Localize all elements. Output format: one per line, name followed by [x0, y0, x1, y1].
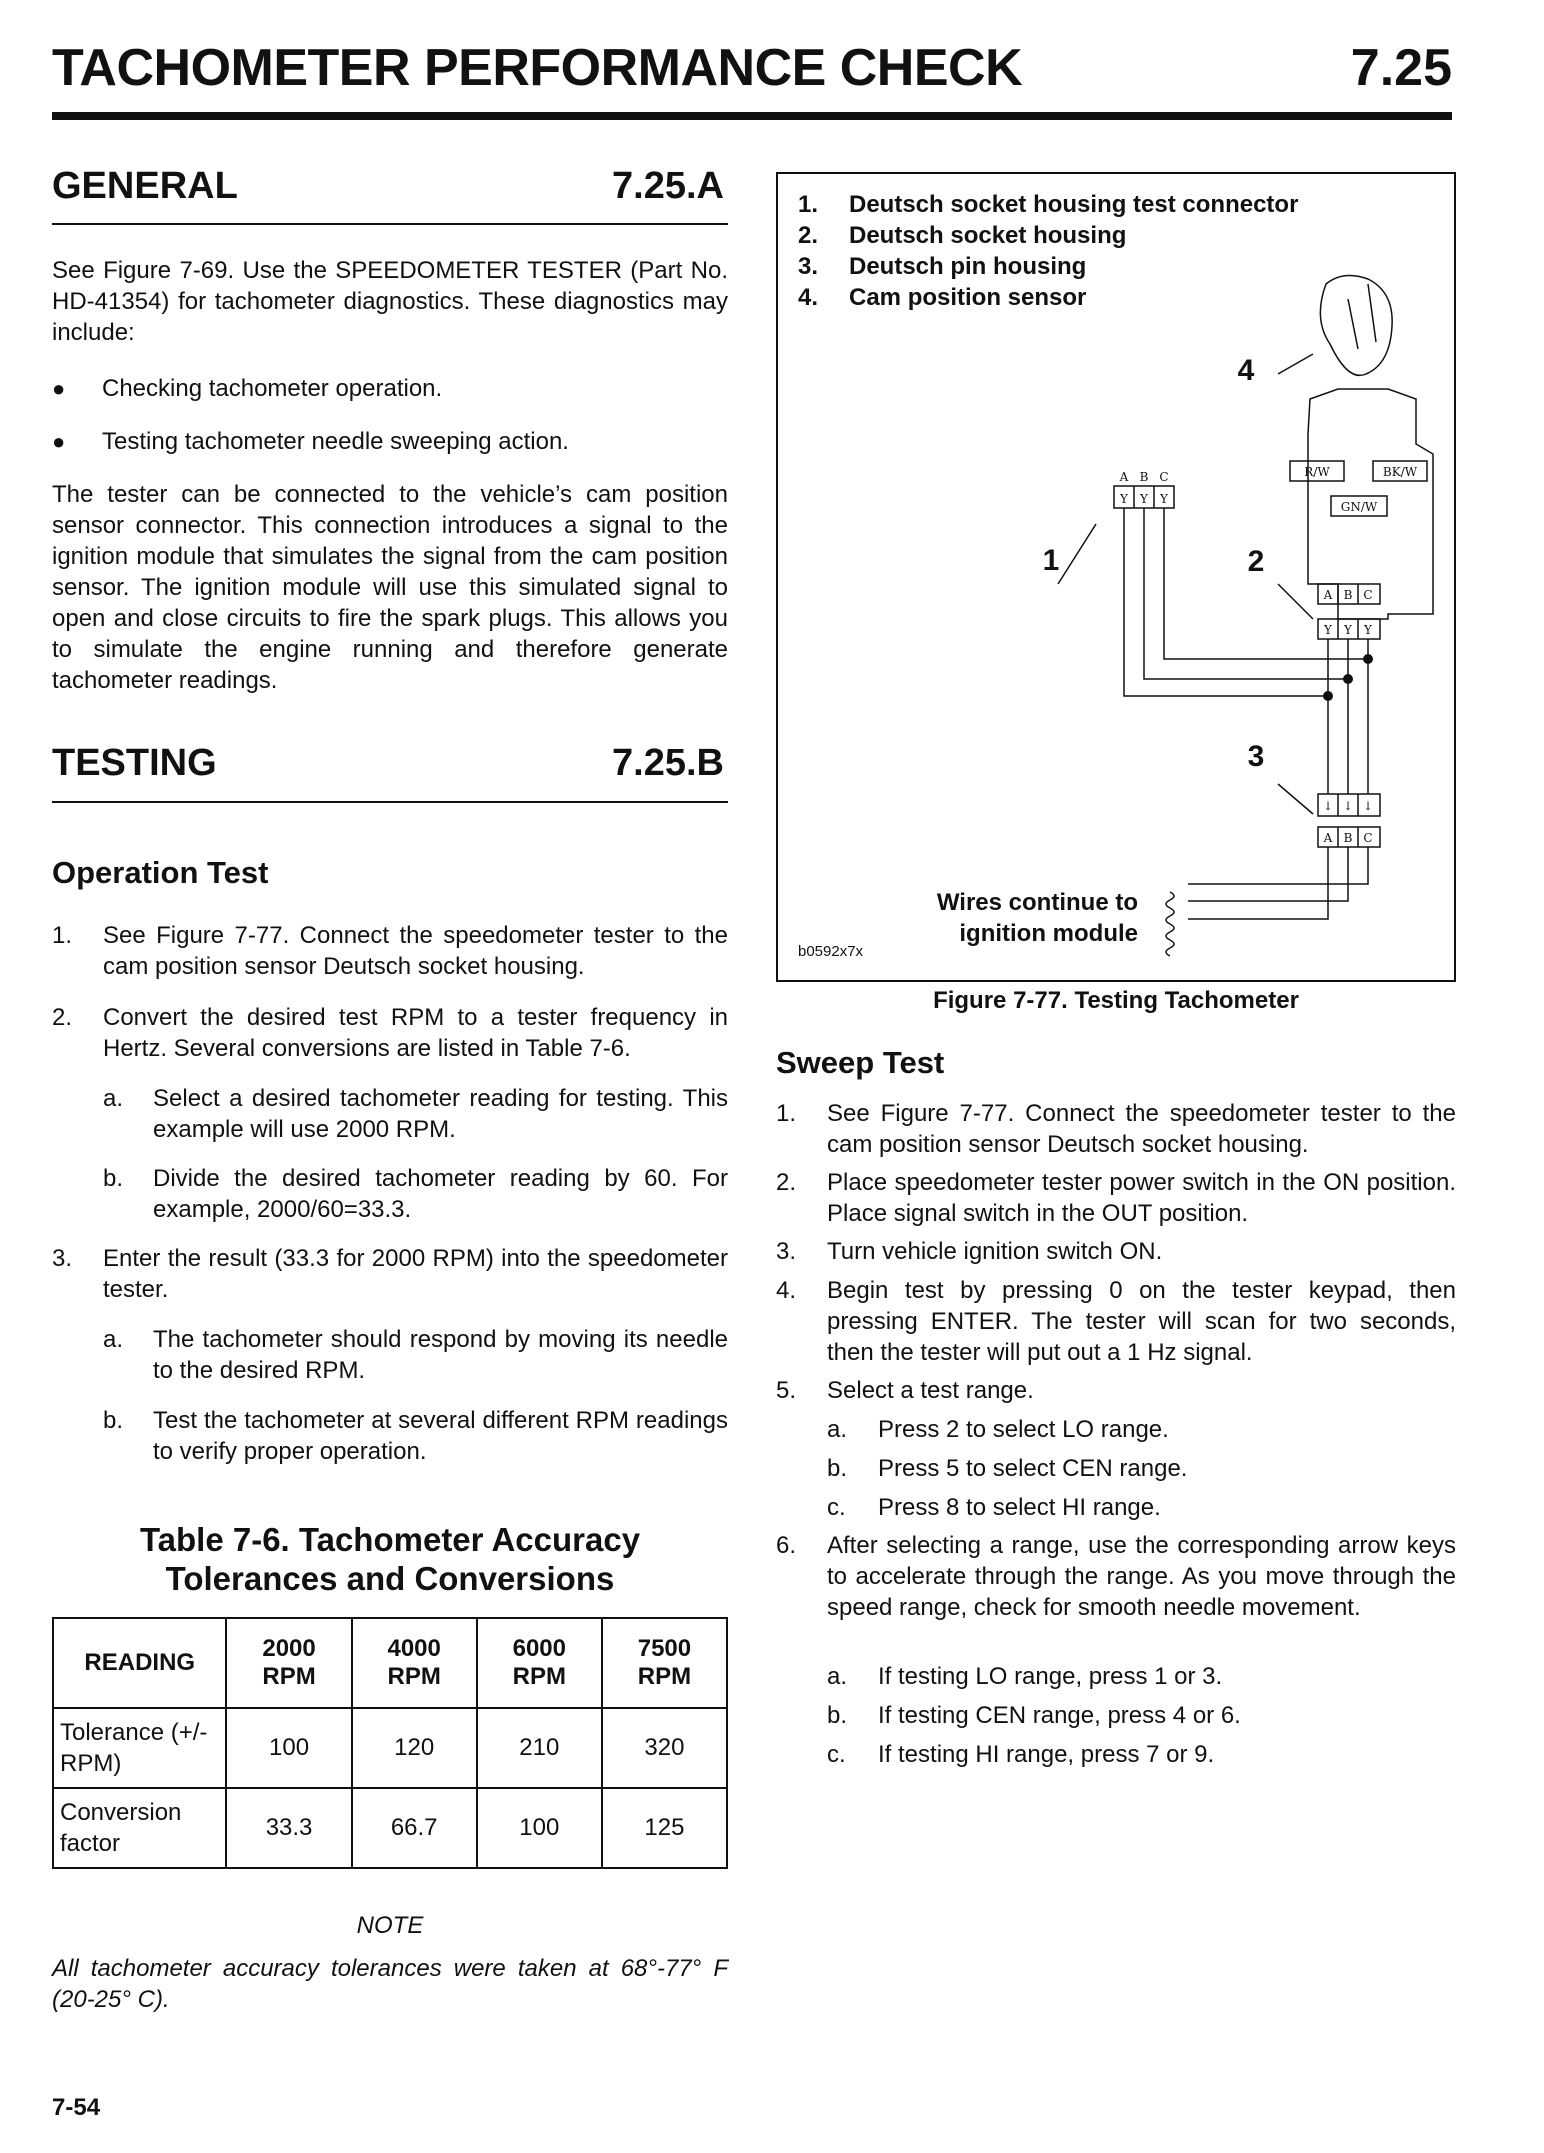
list-item: [827, 1661, 1456, 1692]
list-text: If testing LO range, press 1 or 3.: [878, 1663, 1223, 1690]
list-text: Press 2 to select LO range.: [878, 1416, 1169, 1443]
list-item: [827, 1700, 1456, 1731]
list-text: If testing CEN range, press 4 or 6.: [878, 1702, 1241, 1729]
bullet-item: [52, 373, 728, 404]
list-text: Select a desired tachometer reading for testing. This example will use 2000 RPM.: [153, 1085, 728, 1143]
pin-letter: A: [1119, 470, 1129, 484]
wire-break-icon: [1166, 892, 1174, 956]
general-heading: GENERAL: [52, 165, 238, 207]
pin-arrow-icon: ↓: [1322, 799, 1334, 813]
list-item: [827, 1492, 1456, 1523]
list-number: b.: [827, 1702, 848, 1729]
legend-text: Cam position sensor: [849, 284, 1087, 311]
page-title: TACHOMETER PERFORMANCE CHECK: [52, 39, 1023, 97]
legend-number: 2.: [798, 222, 819, 249]
bullet-dot-icon: ●: [52, 376, 66, 401]
testing-rule: [52, 801, 728, 803]
wire-a: [1124, 508, 1328, 696]
table-cell: 33.3: [226, 1788, 351, 1868]
note-heading: NOTE: [356, 1912, 424, 1939]
list-item: [827, 1453, 1456, 1484]
wire-label: GN/W: [1340, 500, 1378, 514]
wire-label: R/W: [1304, 465, 1330, 479]
list-number: 2.: [52, 1004, 73, 1031]
table-header-row: [53, 1618, 727, 1708]
list-text: Enter the result (33.3 for 2000 RPM) into the speedometer tester.: [103, 1245, 728, 1303]
note-text: All tachometer accuracy tolerances were taken at 68°-77° F (20-25° C).: [52, 1955, 728, 2013]
table-header-cell: 7500 RPM: [602, 1618, 727, 1708]
list-item: [827, 1414, 1456, 1445]
table-cell: 210: [477, 1708, 602, 1788]
pin-letter: A: [1323, 831, 1333, 845]
general-body: The tester can be connected to the vehicle’s cam position sensor connector. This connection introduces a signal to the ignition module that simulates the signal from the cam position sensor. The ignition module will use this simulated signal to open and close circuits to fire the spark plugs. This allows you to simulate the engine running and therefore generate tachometer readings.: [52, 481, 728, 694]
list-item: [52, 1002, 728, 1064]
list-text: Press 5 to select CEN range.: [878, 1455, 1188, 1482]
tolerance-table: [52, 1617, 728, 1869]
bullet-item: [52, 426, 728, 457]
pin-code: Y: [1140, 492, 1148, 506]
table-row: [53, 1708, 727, 1788]
list-text: Select a test range.: [827, 1377, 1034, 1404]
splice-dot: [1363, 654, 1373, 664]
list-number: 3.: [52, 1245, 73, 1272]
list-text: Press 8 to select HI range.: [878, 1494, 1161, 1521]
list-text: After selecting a range, use the corresponding arrow keys to accelerate through the range. As you move through the speed range, check for smooth needle movement.: [827, 1532, 1456, 1621]
operation-test-heading: Operation Test: [52, 855, 269, 890]
callout-2: 2: [1247, 545, 1265, 578]
callout-4-leader: [1278, 354, 1313, 374]
pin-code: Y: [1324, 623, 1332, 637]
pin-code: Y: [1364, 623, 1372, 637]
general-rule: [52, 223, 728, 225]
table-caption-line: Table 7-6. Tachometer Accuracy: [139, 1521, 641, 1558]
list-text: See Figure 7-77. Connect the speedometer tester to the cam position sensor Deutsch socket housing.: [103, 922, 728, 980]
wire-label: BK/W: [1382, 465, 1418, 479]
general-number: 7.25.A: [612, 165, 724, 207]
list-text: Test the tachometer at several different RPM readings to verify proper operation.: [153, 1407, 728, 1465]
figure-box: [776, 172, 1456, 982]
table-cell: 120: [352, 1708, 477, 1788]
table-header-cell: 2000 RPM: [226, 1618, 351, 1708]
cam-sensor-detail: [1348, 284, 1376, 349]
table-caption-line: Tolerances and Conversions: [165, 1560, 615, 1597]
list-item: [103, 1405, 728, 1467]
list-number: b.: [103, 1407, 124, 1434]
list-item: [103, 1324, 728, 1386]
list-number: 4.: [776, 1277, 797, 1304]
list-text: Convert the desired test RPM to a tester frequency in Hertz. Several conversions are listed in Table 7-6.: [103, 1004, 728, 1062]
pin-code: Y: [1160, 492, 1168, 506]
pin-letter: B: [1343, 588, 1353, 602]
pin-code: Y: [1120, 492, 1128, 506]
pin-arrow-icon: ↓: [1362, 799, 1374, 813]
list-text: See Figure 7-77. Connect the speedometer tester to the cam position sensor Deutsch socket housing.: [827, 1100, 1456, 1158]
section-number: 7.25: [1350, 39, 1452, 97]
list-text: If testing HI range, press 7 or 9.: [878, 1741, 1215, 1768]
wires-continue-text: Wires continue to: [936, 889, 1138, 916]
legend-text: Deutsch socket housing test connector: [849, 191, 1299, 218]
list-item: [52, 1243, 728, 1305]
table-header-cell: 6000 RPM: [477, 1618, 602, 1708]
wires-continue-text: ignition module: [959, 920, 1138, 947]
list-text: Begin test by pressing 0 on the tester keypad, then pressing ENTER. The tester will scan for two seconds, then the tester will put out a 1 Hz signal.: [827, 1277, 1456, 1366]
general-intro: See Figure 7-69. Use the SPEEDOMETER TESTER (Part No. HD-41354) for tachometer diagnostics. These diagnostics may include:: [52, 257, 728, 346]
pin-letter: C: [1159, 470, 1169, 484]
list-number: b.: [103, 1165, 124, 1192]
list-item: [776, 1167, 1456, 1229]
splice-dot: [1323, 691, 1333, 701]
pin-letter: C: [1363, 831, 1373, 845]
testing-heading: TESTING: [52, 742, 217, 784]
list-number: a.: [103, 1326, 124, 1353]
table-cell: 100: [226, 1708, 351, 1788]
splice-dot: [1343, 674, 1353, 684]
header-rule: [52, 112, 1452, 120]
bullet-text: Testing tachometer needle sweeping action.: [102, 428, 569, 455]
vertical-wires: [1328, 639, 1368, 794]
table-row: [53, 1788, 727, 1868]
footer-page-number: 7-54: [52, 2094, 101, 2121]
list-number: a.: [827, 1663, 848, 1690]
list-number: b.: [827, 1455, 848, 1482]
table-cell: Tolerance (+/- RPM): [53, 1708, 226, 1788]
list-item: [52, 920, 728, 982]
list-number: 3.: [776, 1238, 797, 1265]
list-text: Turn vehicle ignition switch ON.: [827, 1238, 1163, 1265]
list-text: The tachometer should respond by moving its needle to the desired RPM.: [153, 1326, 728, 1384]
table-cell: 320: [602, 1708, 727, 1788]
table-header-cell: 4000 RPM: [352, 1618, 477, 1708]
list-number: a.: [827, 1416, 848, 1443]
module-wires: [1188, 847, 1368, 919]
list-number: 2.: [776, 1169, 797, 1196]
cam-sensor-outline: [1320, 275, 1392, 375]
callout-1: 1: [1042, 544, 1060, 577]
list-number: c.: [827, 1741, 846, 1768]
callout-1-leader: [1058, 524, 1096, 584]
list-number: a.: [103, 1085, 124, 1112]
callout-3: 3: [1247, 740, 1265, 773]
bullet-dot-icon: ●: [52, 429, 66, 454]
list-item: [776, 1236, 1456, 1267]
pin-letter: B: [1139, 470, 1149, 484]
list-number: 1.: [52, 922, 73, 949]
list-number: c.: [827, 1494, 846, 1521]
pin-arrow-icon: ↓: [1342, 799, 1354, 813]
table-cell: Conversion factor: [53, 1788, 226, 1868]
legend-text: Deutsch pin housing: [849, 253, 1087, 280]
pin-letter: B: [1343, 831, 1353, 845]
figure-caption: Figure 7-77. Testing Tachometer: [933, 987, 1299, 1014]
pin-letter: C: [1363, 588, 1373, 602]
table-caption: [52, 1520, 728, 1598]
testing-number: 7.25.B: [612, 742, 724, 784]
list-item: [827, 1739, 1456, 1770]
list-item: [776, 1098, 1456, 1160]
table-cell: 66.7: [352, 1788, 477, 1868]
list-number: 6.: [776, 1532, 797, 1559]
figure-code: b0592x7x: [798, 943, 864, 960]
list-number: 5.: [776, 1377, 797, 1404]
list-item: [776, 1275, 1456, 1368]
callout-2-leader: [1278, 584, 1313, 619]
pin-code: Y: [1344, 623, 1352, 637]
list-item: [103, 1163, 728, 1225]
legend-text: Deutsch socket housing: [849, 222, 1127, 249]
table-cell: 100: [477, 1788, 602, 1868]
pin-letter: A: [1323, 588, 1333, 602]
legend-number: 4.: [798, 284, 819, 311]
callout-4: 4: [1237, 354, 1255, 387]
legend-number: 3.: [798, 253, 819, 280]
wiring-diagram: [778, 174, 1454, 980]
callout-3-leader: [1278, 784, 1313, 814]
bullet-text: Checking tachometer operation.: [102, 375, 443, 402]
list-item: [776, 1375, 1456, 1406]
list-item: [776, 1530, 1456, 1654]
list-text: Place speedometer tester power switch in the ON position. Place signal switch in the OUT position.: [827, 1169, 1456, 1227]
table-header-cell: READING: [53, 1618, 226, 1708]
list-text: Divide the desired tachometer reading by 60. For example, 2000/60=33.3.: [153, 1165, 728, 1223]
sweep-test-heading: Sweep Test: [776, 1045, 945, 1080]
list-number: 1.: [776, 1100, 797, 1127]
table-cell: 125: [602, 1788, 727, 1868]
legend-number: 1.: [798, 191, 819, 218]
list-item: [103, 1083, 728, 1145]
